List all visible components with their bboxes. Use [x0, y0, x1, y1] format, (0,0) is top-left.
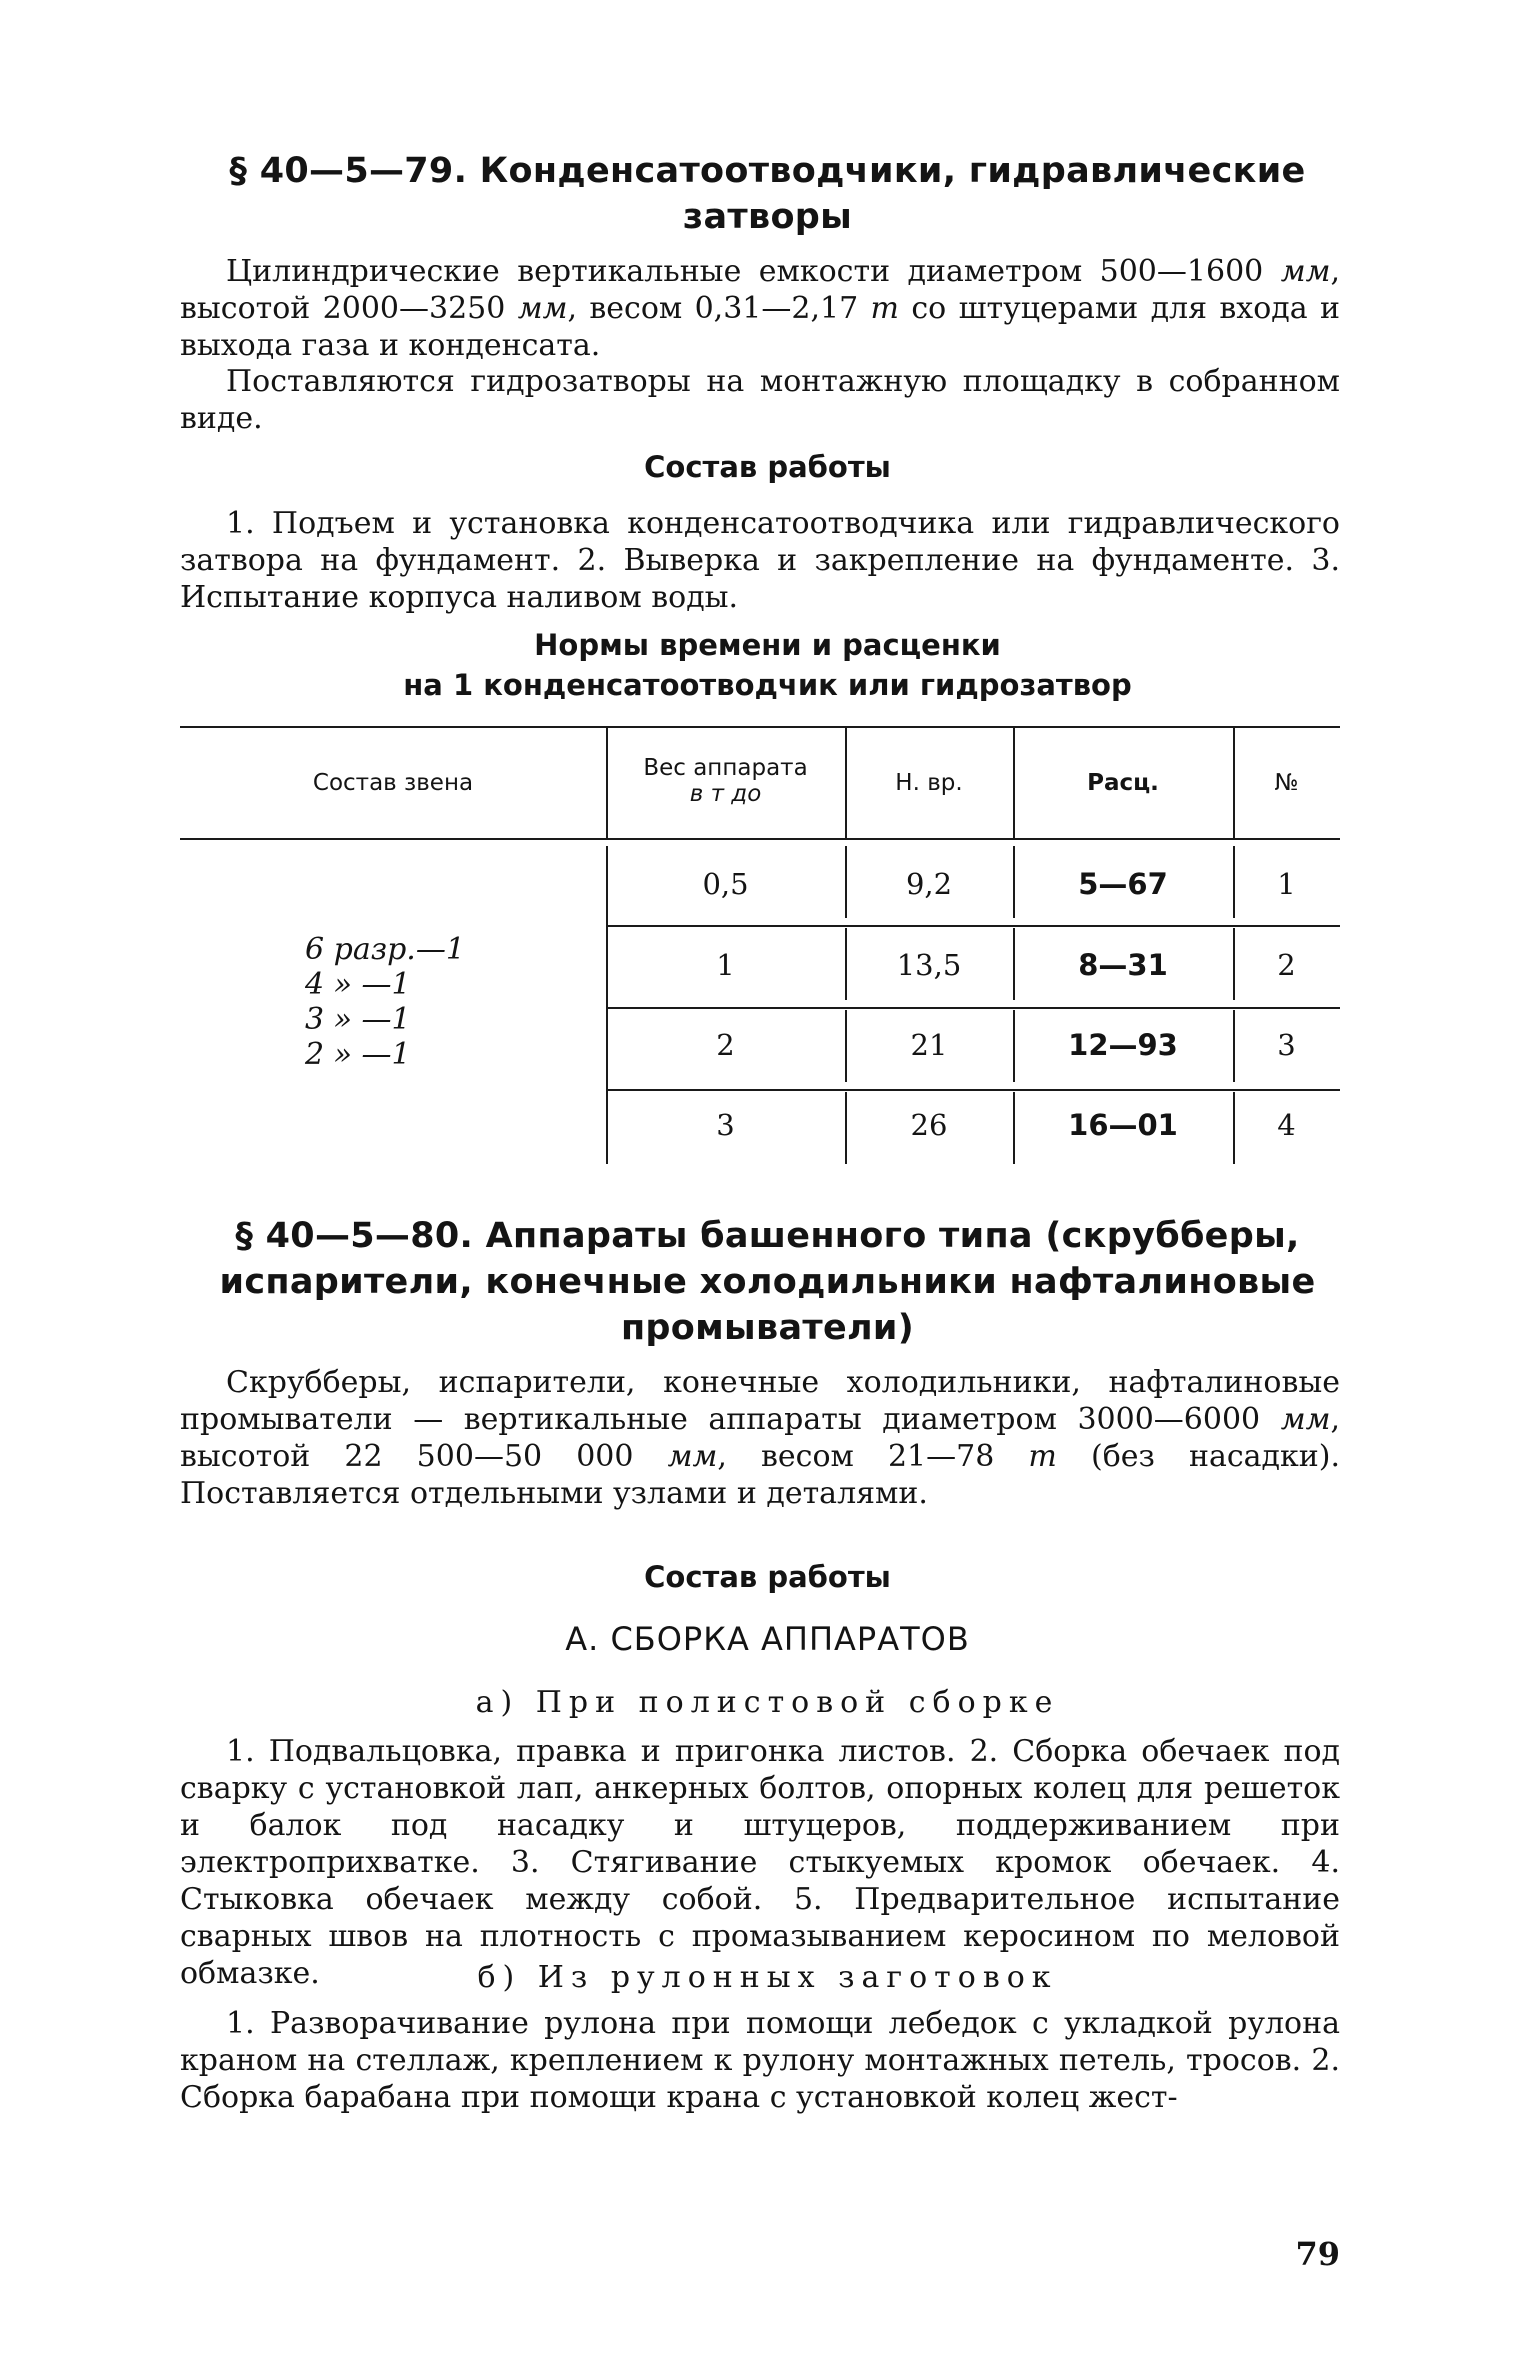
unit-mm: мм — [1280, 254, 1331, 289]
section-79-work-text: 1. Подъем и установка конденсатоотводчика или гидравлического затвора на фундамент. 2. Выверка и закрепление на фундаменте. 3. Испытание корпуса наливом воды. — [180, 506, 1340, 615]
header-num: № — [1274, 770, 1299, 796]
cell-rate: 12—93 — [1068, 1028, 1178, 1062]
header-weight-line1: Вес аппарата — [643, 755, 808, 781]
section-79-title-line1: § 40—5—79. Конденсатоотводчики, гидравлические — [229, 151, 1306, 191]
section-80-description — [180, 1364, 1340, 1512]
text-run: со штуцерами для входа и выхода газа и конденсата. — [180, 291, 1340, 363]
cell-num: 2 — [1277, 948, 1296, 982]
section-79-work-heading: Состав работы — [644, 450, 891, 484]
norms-heading-line1: Нормы времени и расценки — [534, 628, 1001, 662]
norms-heading — [170, 625, 1365, 705]
unit-mm: мм — [517, 291, 568, 326]
cell-num: 4 — [1277, 1108, 1296, 1142]
cell-rate: 5—67 — [1078, 867, 1168, 901]
crew-line: 4 » —1 — [305, 967, 411, 1002]
crew-line: 6 разр.—1 — [305, 932, 465, 967]
text-run: , весом 0,31—2,17 — [567, 291, 871, 326]
section-80-title-line2: испарители, конечные холодильники нафталиновые — [219, 1262, 1316, 1302]
section-79-description — [180, 253, 1340, 364]
header-crew: Состав звена — [312, 770, 474, 796]
cell-num: 3 — [1277, 1028, 1296, 1062]
part-a-heading: А. СБОРКА АППАРАТОВ — [565, 1620, 970, 1658]
text-run: , весом 21—78 — [717, 1439, 1029, 1474]
row-rule — [606, 1089, 1340, 1091]
cell-num: 1 — [1277, 867, 1296, 901]
sub-a-heading: а) При полистовой сборке — [475, 1685, 1060, 1720]
cell-rate: 16—01 — [1068, 1108, 1178, 1142]
section-79-title — [170, 148, 1365, 240]
unit-mm: мм — [667, 1439, 718, 1474]
section-80-title — [170, 1213, 1365, 1351]
sub-b-text: 1. Разворачивание рулона при помощи лебедок с укладкой рулона краном на стеллаж, креплением к рулону монтажных петель, тросов. 2. Сборка барабана при помощи крана с установкой колец жест- — [180, 2006, 1340, 2115]
cell-weight: 3 — [716, 1108, 735, 1142]
norms-heading-line2: на 1 конденсатоотводчик или гидрозатвор — [403, 668, 1132, 702]
cell-weight: 2 — [716, 1028, 735, 1062]
section-80-title-line3: промыватели) — [620, 1308, 915, 1348]
cell-time: 13,5 — [896, 948, 962, 982]
text-run: Скрубберы, испарители, конечные холодильники, нафталиновые промыватели — вертикальные аппараты диаметром 3000—6000 — [180, 1365, 1340, 1437]
unit-mm: мм — [1280, 1402, 1331, 1437]
unit-t: т — [870, 291, 899, 326]
text-run: , высотой 22 500—50 000 — [180, 1402, 1340, 1474]
row-rule — [606, 925, 1340, 927]
section-80-title-line1: § 40—5—80. Аппараты башенного типа (скрубберы, — [235, 1216, 1300, 1256]
section-79-title-line2: затворы — [682, 197, 853, 237]
crew-line: 3 » —1 — [305, 1002, 411, 1037]
header-weight-line2: в т до — [689, 781, 762, 807]
cell-rate: 8—31 — [1078, 948, 1168, 982]
sub-b-heading: б) Из рулонных заготовок — [477, 1960, 1058, 1995]
header-rate: Расц. — [1087, 770, 1159, 796]
cell-time: 26 — [910, 1108, 948, 1142]
section-80-work-heading: Состав работы — [644, 1560, 891, 1594]
text-run: (без насадки). Поставляется отдельными узлами и деталями. — [180, 1439, 1341, 1511]
header-time: Н. вр. — [895, 770, 963, 796]
header-weight — [606, 755, 845, 807]
table-header-rule — [180, 838, 1340, 840]
section-79-delivery-note: Поставляются гидрозатворы на монтажную площадку в собранном виде. — [180, 364, 1340, 436]
table-top-rule — [180, 726, 1340, 728]
crew-composition — [305, 932, 545, 1072]
crew-line: 2 » —1 — [305, 1037, 411, 1072]
text-run: , высотой 2000—3250 — [180, 254, 1340, 326]
page-number: 79 — [1295, 2235, 1340, 2273]
cell-weight: 1 — [716, 948, 735, 982]
unit-t: т — [1028, 1439, 1057, 1474]
row-rule — [606, 1007, 1340, 1009]
cell-time: 21 — [910, 1028, 948, 1062]
sub-a-text: 1. Подвальцовка, правка и пригонка листов. 2. Сборка обечаек под сварку с установкой лап, анкерных болтов, опорных колец для решеток и балок под насадку и штуцеров, поддерживанием при электроприхватке. 3. Стягивание стыкуемых кромок обечаек. 4. Стыковка обечаек между собой. 5. Предварительное испытание сварных швов на плотность с промазыванием керосином по меловой обмазке. — [180, 1734, 1340, 1991]
cell-time: 9,2 — [905, 867, 953, 901]
cell-weight: 0,5 — [702, 867, 749, 901]
text-run: Цилиндрические вертикальные емкости диаметром 500—1600 — [226, 254, 1281, 289]
